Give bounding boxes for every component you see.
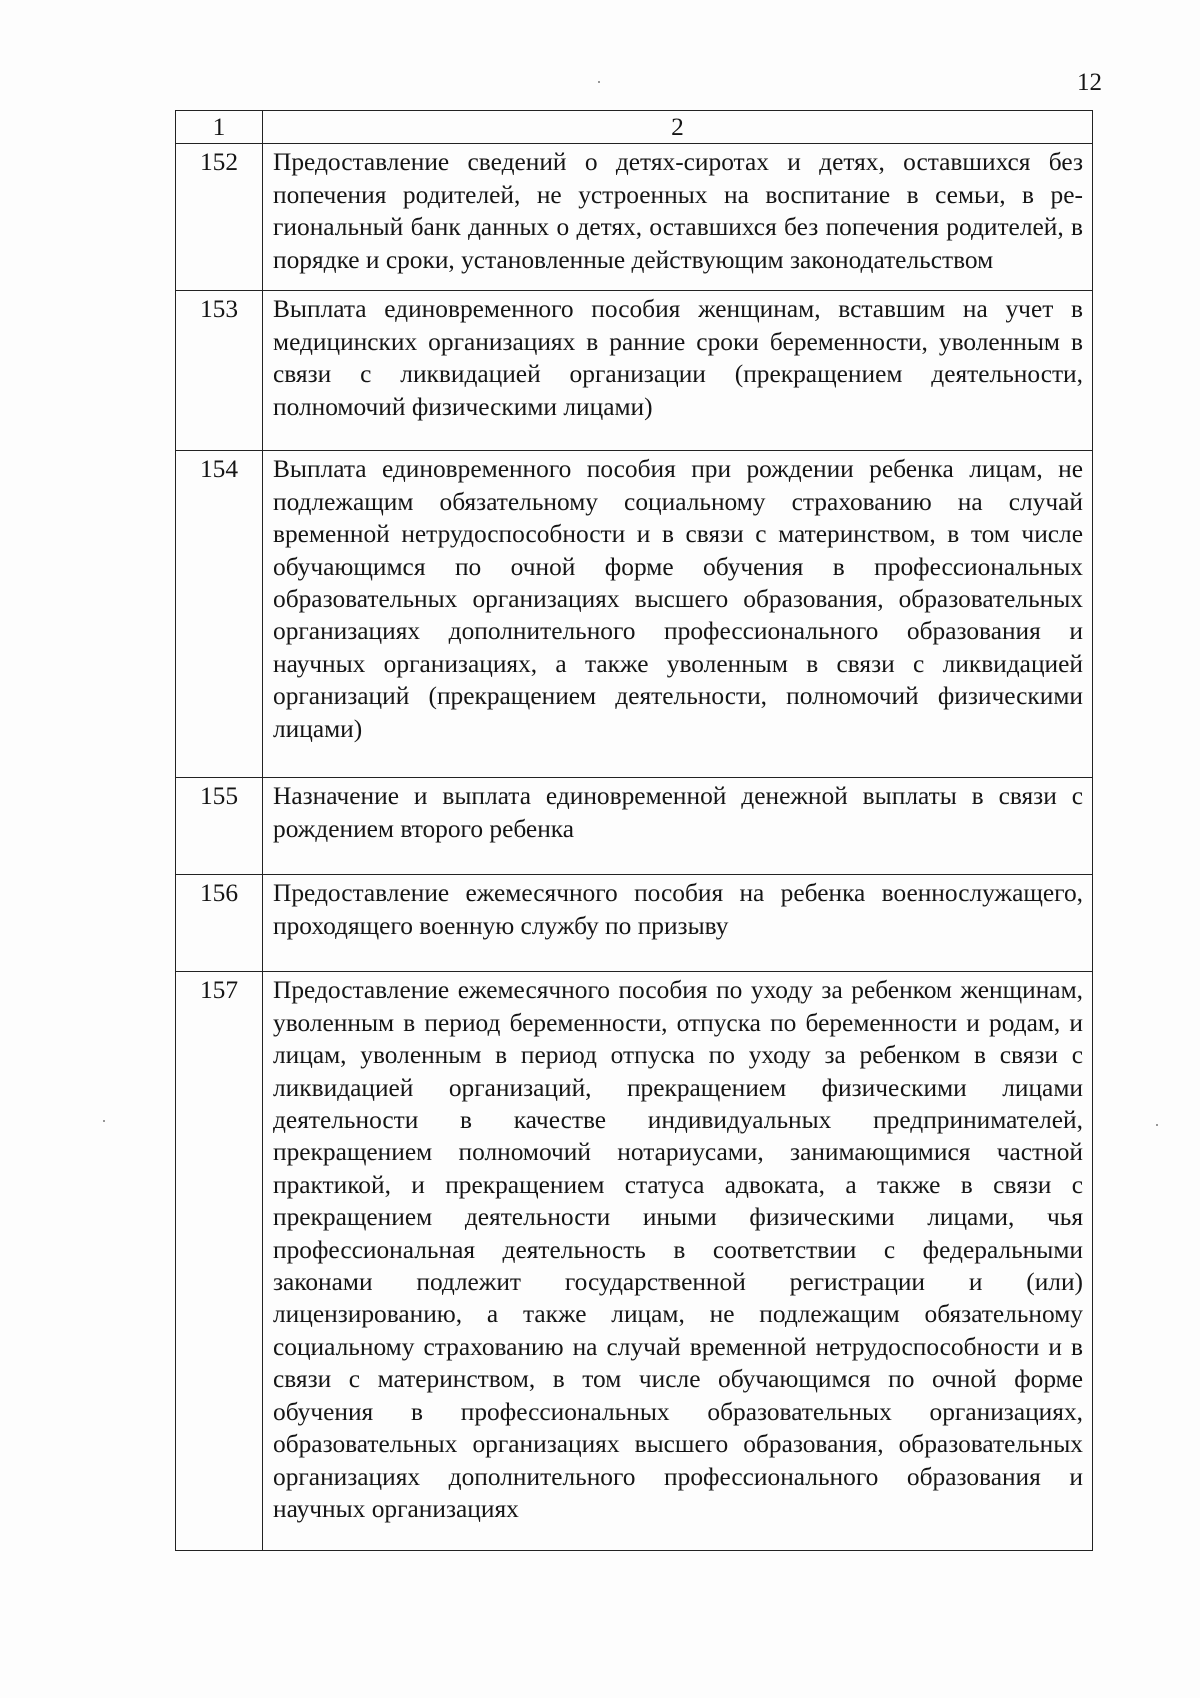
table-row (176, 972, 1093, 1551)
scan-speck (598, 81, 600, 83)
column-header: 2 (263, 111, 1093, 144)
row-description: Выплата единовременного пособия женщинам, вставшим на учет в медицинских организациях в ранние сроки беременности, уволенным в связи с ликвидацией организации (прекращением деятельности, полномочий физическими лицами) (263, 291, 1093, 451)
table-row (176, 144, 1093, 291)
row-description: Назначение и выплата единовременной денежной выплаты в связи с рождением второго ребенка (263, 778, 1093, 875)
table-row (176, 778, 1093, 875)
scan-speck (103, 1120, 105, 1122)
row-number: 156 (176, 875, 263, 972)
row-description: Выплата единовременного пособия при рождении ребенка лицам, не подлежащим обязательному социальному страхованию на случай временной нетрудоспособности и в связи с материнством, в том числе обучающимся по очной форме обучения в профессиональных образовательных организациях высшего образования, образовательных организациях дополнительного профессионального образования и научных организациях, а также уволенным в связи с ликвидацией организаций (прекращением деятельности, полномочий физическими лицами) (263, 451, 1093, 778)
row-number: 154 (176, 451, 263, 778)
row-description: Предоставление сведений о детях-сиротах и детях, оставшихся без попечения родителей, не устроенных на воспитание в семьи, в региональный банк данных о детях, оставшихся без попечения родителей, в порядке и сроки, установленные действующим законодательством (263, 144, 1093, 291)
scan-speck (1156, 1124, 1158, 1126)
row-number: 152 (176, 144, 263, 291)
row-number: 153 (176, 291, 263, 451)
table-header-row (176, 111, 1093, 144)
column-header: 1 (176, 111, 263, 144)
table-row (176, 875, 1093, 972)
table-row (176, 291, 1093, 451)
row-description: Предоставление ежемесячного пособия по уходу за ребенком женщинам, уволенным в период беременности, отпуска по беременности и родам, и лицам, уволенным в период отпуска по уходу за ребенком в связи с ликвидацией организаций, прекращением физическими лицами деятельности в качестве индивидуальных предпринимателей, прекращением полномочий нотариусами, занимающимися частной практикой, и прекращением статуса адвоката, а также в связи с прекращением деятельности иными физическими лицами, чья профессиональная деятельность в соответствии с федеральными законами подлежит государственной регистрации и (или) лицензированию, а также лицам, не подлежащим обязательному социальному страхованию на случай временной нетрудоспособности и в связи с материнством, в том числе обучающимся по очной форме обучения в профессиональных образовательных организациях, образовательных организациях высшего образования, образовательных организациях дополнительного профессионального образования и научных организациях (263, 972, 1093, 1551)
row-number: 155 (176, 778, 263, 875)
row-number: 157 (176, 972, 263, 1551)
table-row (176, 451, 1093, 778)
page-number: 12 (1077, 69, 1102, 96)
services-table (175, 110, 1093, 1551)
row-description: Предоставление ежемесячного пособия на ребенка военнослужащего, проходящего военную службу по призыву (263, 875, 1093, 972)
